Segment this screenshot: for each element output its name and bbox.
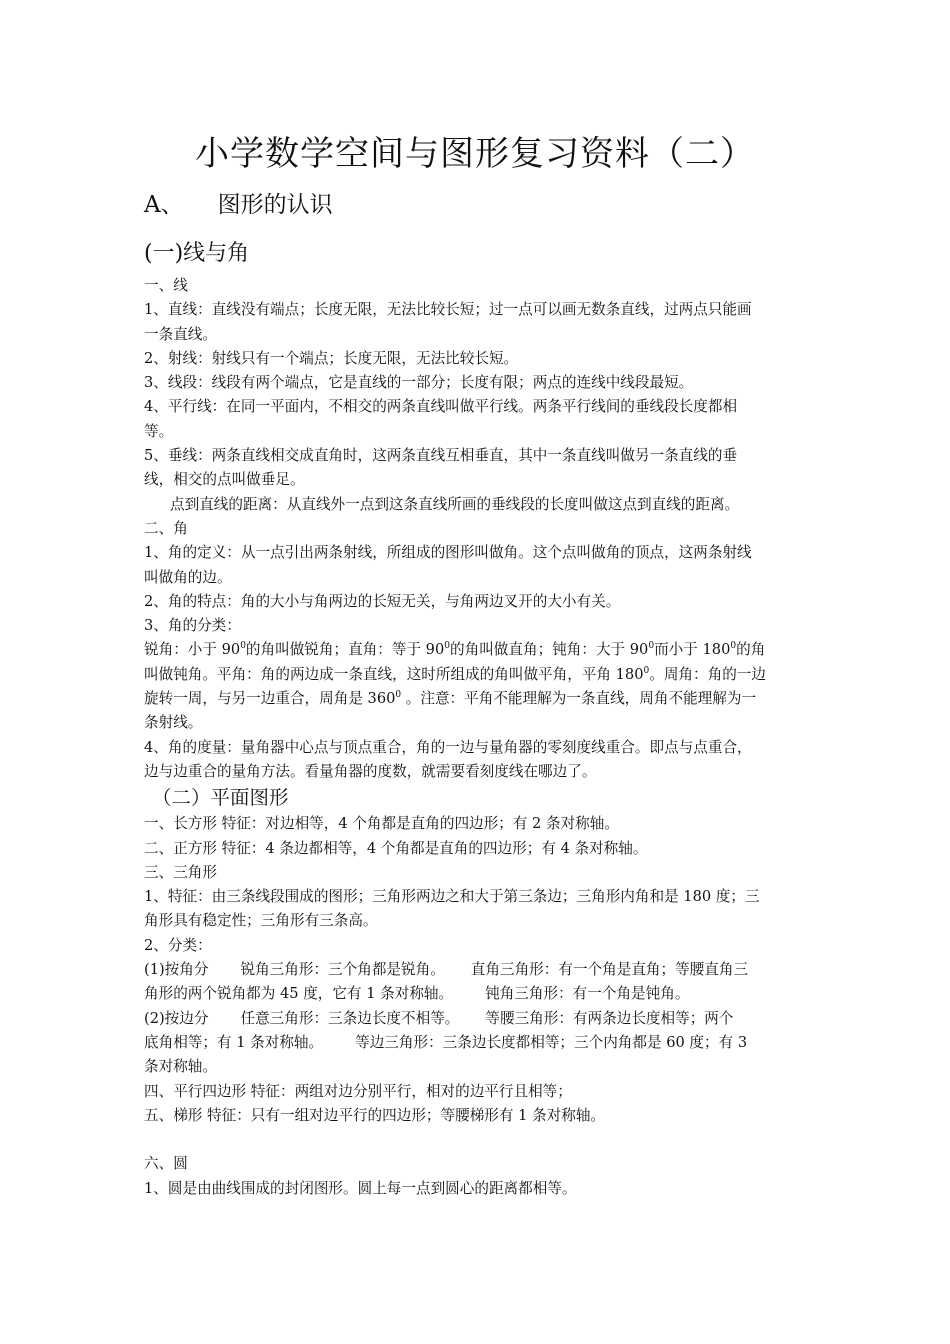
text-span: 钝角三角形：有一个角是钝角。 [485,985,690,1003]
blank-line [144,1128,812,1152]
paragraph-circle-1: 1、圆是由曲线围成的封闭图形。圆上每一点到圆心的距离都相等。 [144,1179,577,1197]
degree-sup: 0 [444,641,450,652]
paragraph-trapezoid: 五、梯形 特征：只有一组对边平行的四边形；等腰梯形有 1 条对称轴。 [144,1106,606,1124]
text-span: 而小于 180 [654,641,731,659]
text-span: 锐角三角形：三个角都是锐角。 [240,961,445,979]
text-span: 的角叫做锐角；直角：等于 90 [245,641,445,659]
paragraph-angle-types-2 [144,663,812,687]
paragraph-line-2: 2、射线：射线只有一个端点；长度无限，无法比较长短。 [144,349,519,367]
text-span: 旋转一周，与另一边重合，周角是 360 [144,690,396,708]
triangle-heading: 三、三角形 [144,863,217,881]
text-span: 等腰三角形：有两条边长度相等；两个 [485,1009,734,1027]
paragraph-angle-types-4: 条射线。 [144,714,203,732]
paragraph-angle-types-1 [144,638,812,662]
paragraph-angle-1-cont: 叫做角的边。 [144,568,232,586]
paragraph-triangle-by-side-cont2: 条对称轴。 [144,1058,217,1076]
paragraph-angle-types-3 [144,687,812,711]
subsection-plane-figures-heading: （二）平面图形 [152,786,289,810]
section-a-heading [144,186,333,219]
degree-sup: 0 [240,641,246,652]
paragraph-rectangle: 一、长方形 特征：对边相等，4 个角都是直角的四边形；有 2 条对称轴。 [144,815,619,833]
paragraph-triangle-by-angle [144,958,812,982]
text-span: 的角 [736,641,766,659]
angle-heading: 二、角 [144,519,188,537]
text-span: (2)按边分 [144,1009,209,1027]
text-span: 。注意：平角不能理解为一条直线，周角不能理解为一 [401,690,757,708]
paragraph-line-4-cont: 等。 [144,422,174,440]
degree-sup: 0 [648,641,655,652]
section-a-text: 图形的认识 [217,192,333,218]
text-span: 锐角：小于 90 [144,641,241,659]
paragraph-line-3: 3、线段：线段有两个端点，它是直线的一部分；长度有限；两点的连线中线段最短。 [144,374,694,392]
text-span: 。周角：角的一边 [649,665,766,683]
page-title: 小学数学空间与图形复习资料（二） [195,134,755,174]
paragraph-triangle-by-angle-cont [144,982,812,1006]
text-span: 任意三角形：三条边长度不相等。 [240,1009,460,1027]
degree-sup: 0 [730,641,737,652]
paragraph-triangle-by-side-cont [144,1031,812,1055]
subsection-lines-angles-heading: (一)线与角 [144,241,250,266]
document-body [144,274,812,1201]
line-heading: 一、线 [144,277,188,294]
text-span: 等边三角形：三条边长度都相等；三个内角都是 60 度；有 3 [355,1033,748,1051]
paragraph-line-1: 1、直线：直线没有端点；长度无限，无法比较长短；过一点可以画无数条直线，过两点只能画 [144,301,752,319]
paragraph-triangle-by-side [144,1007,812,1031]
degree-sup: 0 [643,665,650,676]
paragraph-angle-2: 2、角的特点：角的大小与角两边的长短无关，与角两边叉开的大小有关。 [144,592,621,610]
section-a-label: A、 [144,192,184,218]
paragraph-angle-1: 1、角的定义：从一点引出两条射线，所组成的图形叫做角。这个点叫做角的顶点，这两条射线 [144,544,752,562]
degree-sup: 0 [395,690,402,701]
paragraph-distance: 点到直线的距离：从直线外一点到这条直线所画的垂线段的长度叫做这点到直线的距离。 [170,495,740,513]
text-span: 直角三角形：有一个角是直角；等腰直角三 [470,961,749,979]
paragraph-line-4: 4、平行线：在同一平面内，不相交的两条直线叫做平行线。两条平行线间的垂线段长度都相 [144,398,738,416]
paragraph-line-5: 5、垂线：两条直线相交成直角时，这两条直线互相垂直，其中一条直线叫做另一条直线的垂 [144,447,738,465]
paragraph-triangle-1-cont: 角形具有稳定性；三角形有三条高。 [144,912,378,930]
paragraph-line-1-cont: 一条直线。 [144,325,217,343]
text-span: 角形的两个锐角都为 45 度，它有 1 条对称轴。 [144,985,454,1003]
text-span: 底角相等；有 1 条对称轴。 [144,1033,324,1051]
text-span: 的角叫做直角；钝角：大于 90 [450,641,649,659]
text-span: (1)按角分 [144,961,209,979]
paragraph-square: 二、正方形 特征：4 条边都相等，4 个角都是直角的四边形；有 4 条对称轴。 [144,839,648,857]
paragraph-triangle-1: 1、特征：由三条线段围成的图形；三角形两边之和大于第三条边；三角形内角和是 180 度；三 [144,888,760,906]
paragraph-angle-3: 3、角的分类： [144,617,241,635]
paragraph-line-5-cont: 线，相交的点叫做垂足。 [144,471,305,489]
text-span: 叫做钝角。平角：角的两边成一条直线，这时所组成的角叫做平角，平角 180 [144,665,644,683]
paragraph-angle-4: 4、角的度量：量角器中心点与顶点重合，角的一边与量角器的零刻度线重合。即点与点重合， [144,738,752,756]
paragraph-parallelogram: 四、平行四边形 特征：两组对边分别平行，相对的边平行且相等； [144,1082,572,1100]
paragraph-angle-4-cont: 边与边重合的量角方法。看量角器的度数，就需要看刻度线在哪边了。 [144,762,597,780]
circle-heading: 六、圆 [144,1155,188,1173]
paragraph-triangle-2: 2、分类： [144,936,212,954]
